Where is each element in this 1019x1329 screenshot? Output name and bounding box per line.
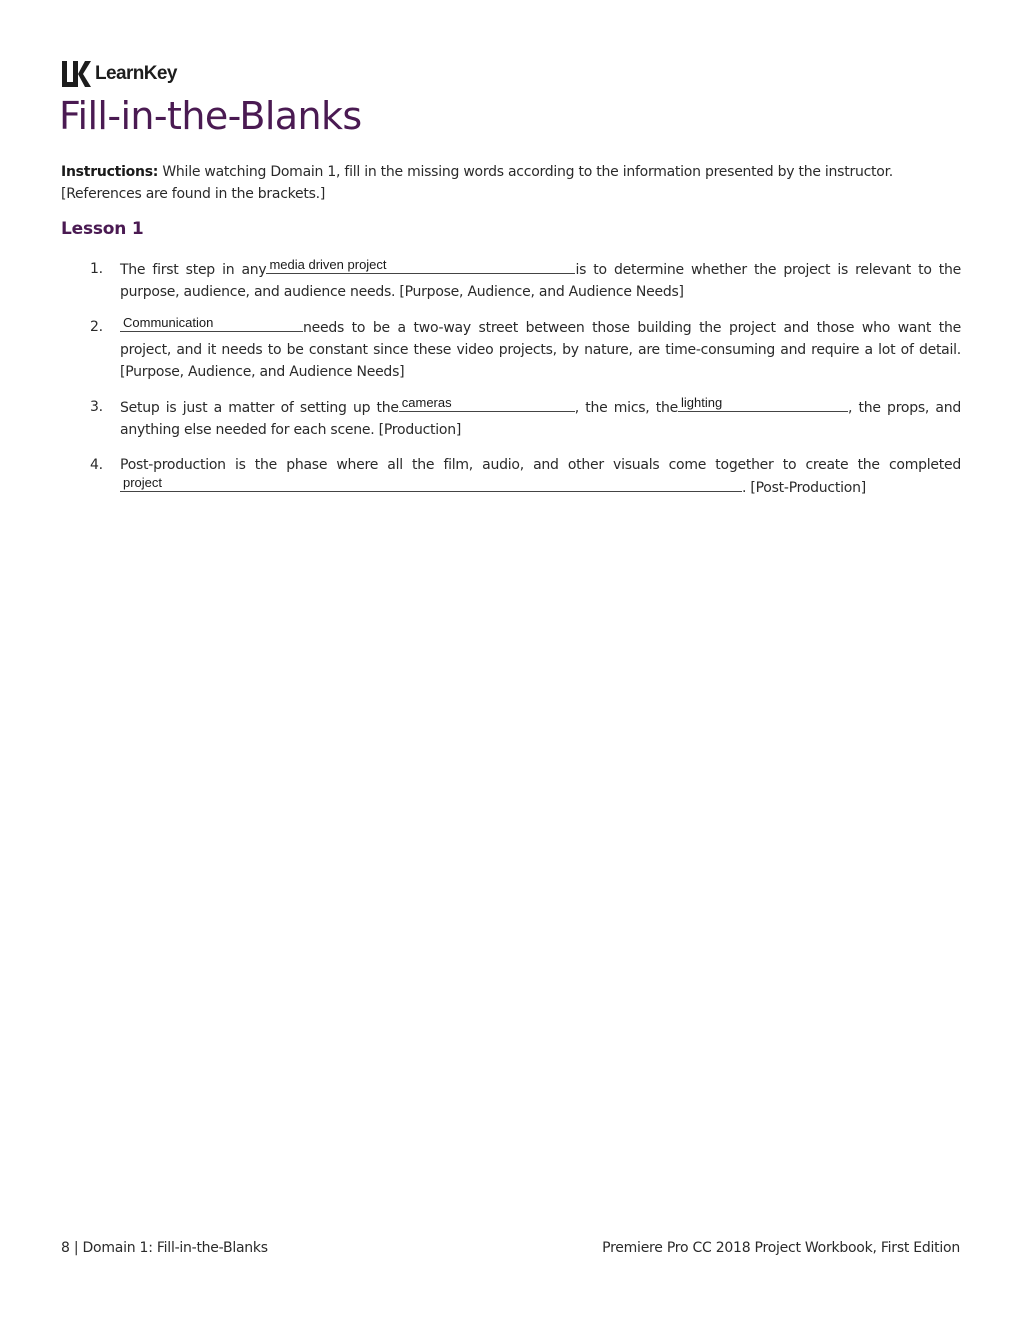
answer-blank[interactable] [678, 396, 848, 412]
answer-text: project [123, 475, 163, 490]
answer-text: cameras [401, 395, 452, 410]
question-number: 2. [90, 319, 103, 335]
question-4 [85, 454, 961, 499]
footer-book-title: Premiere Pro CC 2018 Project Workbook, First Edition [602, 1240, 960, 1256]
answer-blank[interactable] [120, 476, 742, 492]
lesson-heading: Lesson 1 [61, 219, 144, 239]
question-list [85, 258, 961, 499]
instructions [61, 161, 961, 205]
instructions-label: Instructions: [61, 164, 159, 180]
answer-text: Communication [123, 315, 214, 330]
question-number: 1. [90, 261, 103, 277]
question-text-before: Post-production is the phase where all the film, audio, and other visuals come together to create the completed [120, 457, 961, 473]
footer-page-label: 8 | Domain 1: Fill-in-the-Blanks [61, 1240, 268, 1256]
page-title: Fill-in-the-Blanks [59, 94, 362, 138]
question-text-after: . [Post-Production] [742, 480, 866, 496]
answer-blank[interactable] [399, 396, 575, 412]
instructions-text: While watching Domain 1, fill in the missing words according to the information presented by the instructor. [References are found in the brackets.] [61, 164, 894, 202]
question-text-before: Setup is just a matter of setting up the [120, 400, 399, 416]
learnkey-logo [61, 58, 177, 90]
answer-text: media driven project [269, 257, 387, 272]
question-1 [85, 258, 961, 303]
answer-blank[interactable] [120, 316, 303, 332]
question-text-middle: , the mics, the [574, 400, 679, 416]
question-3 [85, 396, 961, 441]
question-text-after: , the props, and anything else needed for each scene. [Production] [120, 400, 961, 438]
question-2 [85, 316, 961, 383]
answer-text: lighting [681, 395, 723, 410]
question-number: 3. [90, 399, 103, 415]
question-text-before: The first step in any [120, 262, 267, 278]
question-number: 4. [90, 457, 103, 473]
logo-wordmark: LearnKey [95, 63, 177, 84]
answer-blank[interactable] [266, 258, 575, 274]
question-text-after: needs to be a two-way street between those building the project and those who want the project, and it needs to be constant since these video projects, by nature, are time-consuming and require a lot of detail. [Purpose, Audience, and Audience Needs] [120, 320, 961, 380]
question-text-after: is to determine whether the project is relevant to the purpose, audience, and audience needs. [Purpose, Audience, and Audience Needs] [120, 262, 962, 300]
lk-logo-icon [61, 59, 91, 89]
